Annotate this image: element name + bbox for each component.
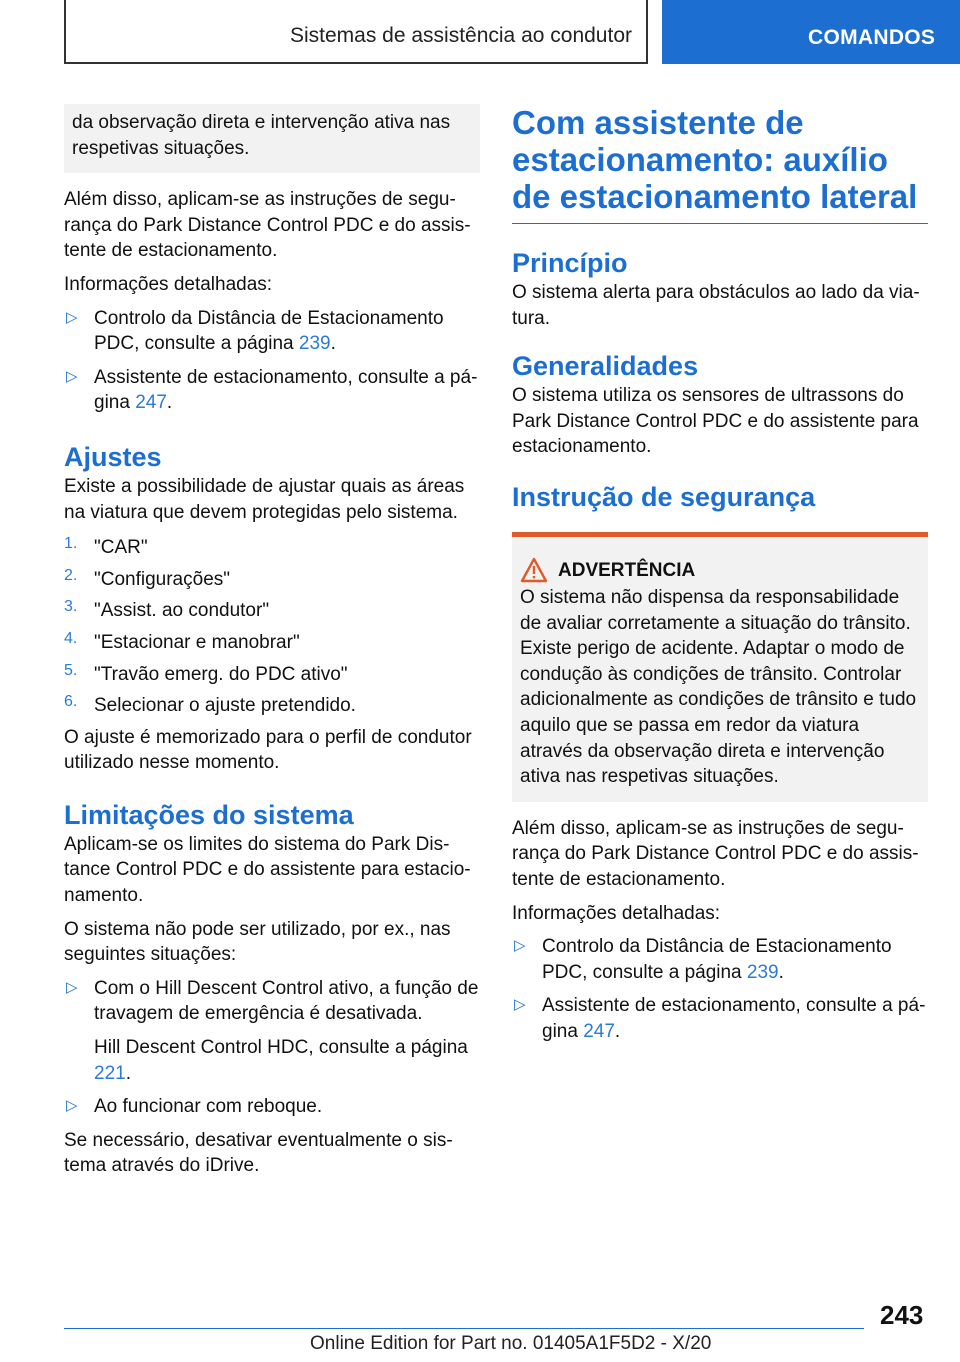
triangle-bullet-icon: ▷ [66,367,78,385]
page-link[interactable]: 239 [298,333,331,355]
edition-footer: Online Edition for Part no. 01405A1F5D2 - X/20 [310,1333,712,1354]
generalidades-text: O sistema utiliza os sensores de ultrassons do Park Distance Control PDC e do assistente para estacionamento. [512,385,919,458]
list-item: ▷ Controlo da Distância de Estacionamento PDC, consulte a página 239. [66,307,444,355]
list-item: ▷ Com o Hill Descent Control ativo, a função de travagem de emergência é desativada. Hill Descent Control HDC, consulte a página 221. [66,977,479,1084]
warning-header [520,557,920,585]
section-tab[interactable] [662,0,960,64]
heading-seguranca: Instrução de segurança [512,481,816,512]
limit-paragraph-3: Se necessário, desativar eventualmente o sistema através do iDrive. [64,1129,453,1177]
continued-warning-box [64,104,480,173]
triangle-bullet-icon: ▷ [66,308,78,326]
step-item: 2. "Configurações" [64,566,231,590]
warning-text: O sistema não dispensa da responsabilidade de avaliar corretamente a situação do trânsito. Existe perigo de acidente. Adaptar o modo de condução às condições de trânsito. Controlar adicionalmente as condições de trânsito e tudo aquilo que se passa em redor da viatura através da observação direta e intervenção ativa nas respetivas situações. [520,586,917,788]
details-label: Informações detalhadas: [512,902,721,924]
ajustes-text: Existe a possibilidade de ajustar quais as áreas na viatura que devem protegidas pelo sistema. [64,475,465,523]
principio-text: O sistema alerta para obstáculos ao lado da viatura. [512,282,920,329]
section-label: COMANDOS [808,26,936,49]
safety-paragraph: Além disso, aplicam-se as instruções de segurança do Park Distance Control PDC e do assistente de estacionamento. [512,817,919,890]
page-link[interactable]: 247 [135,392,167,414]
list-item: ▷ Controlo da Distância de Estacionamento PDC, consulte a página 239. [514,936,892,983]
safety-paragraph: Além disso, aplicam-se as instruções de segurança do Park Distance Control PDC e do assistente de estacionamento. [64,189,471,262]
list-item: ▷ Assistente de estacionamento, consulte a página 247. [66,366,478,414]
warning-title: ADVERTÊNCIA [558,559,696,581]
main-heading: Com assistente de estacionamento: auxílio de estacionamento lateral [512,104,918,215]
triangle-bullet-icon: ▷ [514,996,526,1014]
page-link[interactable]: 221 [94,1062,126,1084]
heading-generalidades: Generalidades [512,351,699,382]
limit-paragraph-1: Aplicam-se os limites do sistema do Park Distance Control PDC e do assistente para estacionamento. [64,833,471,907]
triangle-bullet-icon: ▷ [66,1097,78,1115]
limit-paragraph-2: O sistema não pode ser utilizado, por ex., nas seguintes situações: [64,918,451,966]
list-item: ▷ Ao funcionar com reboque. [66,1096,323,1118]
step-item: 3. "Assist. ao condutor" [64,598,270,622]
continued-warning-text: da observação direta e intervenção ativa nas respetivas situações. [72,112,451,159]
chapter-title: Sistemas de assistência ao condutor [289,24,632,47]
page-link[interactable]: 239 [746,961,779,983]
ajuste-note: O ajuste é memorizado para o perfil de condutor utilizado nesse momento. [64,726,472,774]
footer-divider [64,1328,864,1329]
page-link[interactable]: 247 [583,1020,615,1042]
heading-ajustes: Ajustes [64,441,162,472]
triangle-bullet-icon: ▷ [514,937,526,955]
right-column [512,104,928,1044]
step-item: 1. "CAR" [64,535,148,559]
header-box [64,0,648,64]
step-item: 4. "Estacionar e manobrar" [64,629,300,653]
triangle-bullet-icon: ▷ [66,978,78,996]
warning-box [512,532,928,802]
warning-triangle-icon [520,557,548,583]
details-label: Informações detalhadas: [64,273,273,295]
list-item: ▷ Assistente de estacionamento, consulte a página 247. [514,995,926,1042]
page-number: 243 [880,1300,924,1330]
heading-limitacoes: Limitações do sistema [64,799,354,830]
left-column [64,104,480,1179]
step-item: 5. "Travão emerg. do PDC ativo" [64,661,348,685]
heading-principio: Princípio [512,248,628,278]
step-item: 6. Selecionar o ajuste pretendido. [64,693,356,717]
